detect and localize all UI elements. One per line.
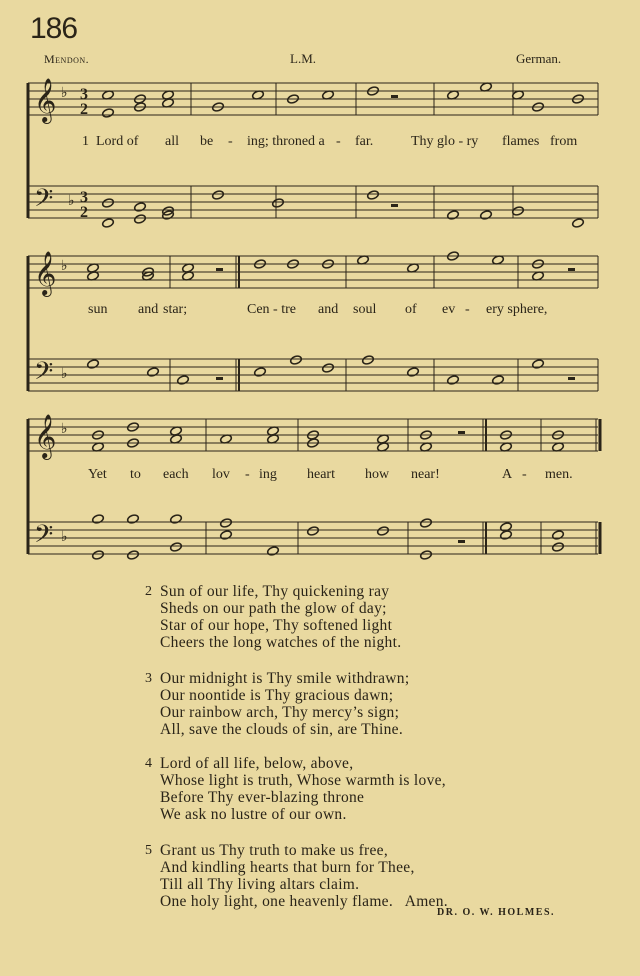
stanza-line: Our midnight is Thy smile withdrawn; [160,670,410,687]
stanza-number: 3 [145,671,153,686]
lyric: - [245,467,250,482]
lyric: and [138,302,159,317]
svg-text:♭: ♭ [61,259,68,274]
lyric: sun [88,302,108,317]
stanza-line: Till all Thy living altars claim. [160,876,360,893]
lyric: - [336,134,341,149]
stanza-line: Whose light is truth, Whose warmth is love, [160,772,446,789]
svg-text:𝄢: 𝄢 [34,185,54,218]
lyric: to [130,467,141,482]
lyric: near! [411,467,440,482]
lyric: all [165,134,179,149]
lyric: ing; throned a [247,134,325,149]
stanza-line: Before Thy ever-blazing throne [160,789,365,806]
stanza-line: We ask no lustre of our own. [160,806,347,823]
svg-text:𝄢: 𝄢 [34,358,54,391]
lyric: A [502,467,513,482]
lyric: how [365,467,390,482]
stanza-line: All, save the clouds of sin, are Thine. [160,721,403,738]
stanza-3 [145,670,409,738]
svg-text:♭: ♭ [61,530,68,545]
lyric: and [318,302,339,317]
stanza-number: 5 [145,843,153,858]
stanza-line: And kindling hearts that burn for Thee, [160,859,415,876]
tune-name: Mendon. [44,52,90,66]
stanza-line: Our noontide is Thy gracious dawn; [160,687,394,704]
stanza-line: Sheds on our path the glow of day; [160,600,387,617]
svg-text:𝄞: 𝄞 [34,253,57,295]
stanza-line: One holy light, one heavenly flame. Amen. [160,893,448,910]
svg-text:2: 2 [80,101,88,118]
svg-text:♭: ♭ [68,194,75,209]
hymn-number: 186 [30,12,78,45]
lyric: - [228,134,233,149]
author-credit: DR. O. W. HOLMES. [437,907,556,918]
stanza-5 [145,842,448,910]
lyric: ery sphere, [486,302,548,317]
stanza-line: Star of our hope, Thy softened light [160,617,393,634]
lyric: from [550,134,578,149]
lyric: flames [502,134,540,149]
stanza-line: Sun of our life, Thy quickening ray [160,583,390,600]
stanza-2 [145,583,401,651]
stanza-number: 4 [145,756,153,771]
svg-text:♭: ♭ [61,367,68,382]
lyric: 1 [82,134,89,149]
stanza-line: Lord of all life, below, above, [160,755,354,772]
lyric: heart [307,467,335,482]
svg-text:3: 3 [80,86,88,103]
lyric: ing [259,467,277,482]
svg-text:3: 3 [80,189,88,206]
stanza-number: 2 [145,584,153,599]
lyric: soul [353,302,377,317]
stanza-line: Cheers the long watches of the night. [160,634,402,651]
lyric: star; [163,302,188,317]
meter: L.M. [290,51,316,66]
lyric: Lord of [96,134,139,149]
lyric: men. [545,467,573,482]
composer: German. [516,51,562,66]
lyric: lov [212,467,230,482]
stanza-line: Grant us Thy truth to make us free, [160,842,389,859]
svg-text:𝄢: 𝄢 [34,521,54,554]
lyric: ev [442,302,456,317]
lyric: Cen - tre [247,302,296,317]
svg-text:♭: ♭ [61,422,68,437]
lyric: - [465,302,470,317]
lyric: Thy glo - ry [411,134,479,149]
stanza-line: Our rainbow arch, Thy mercy’s sign; [160,704,400,721]
svg-text:♭: ♭ [61,86,68,101]
svg-text:𝄞: 𝄞 [34,416,57,458]
svg-text:𝄞: 𝄞 [34,80,57,122]
lyric: - [522,467,527,482]
lyric: Yet [88,467,107,482]
lyric: be [200,134,214,149]
svg-text:2: 2 [80,204,88,221]
lyric: each [163,467,189,482]
stanza-4 [145,755,446,823]
lyric: far. [355,134,374,149]
lyric: of [405,302,417,317]
